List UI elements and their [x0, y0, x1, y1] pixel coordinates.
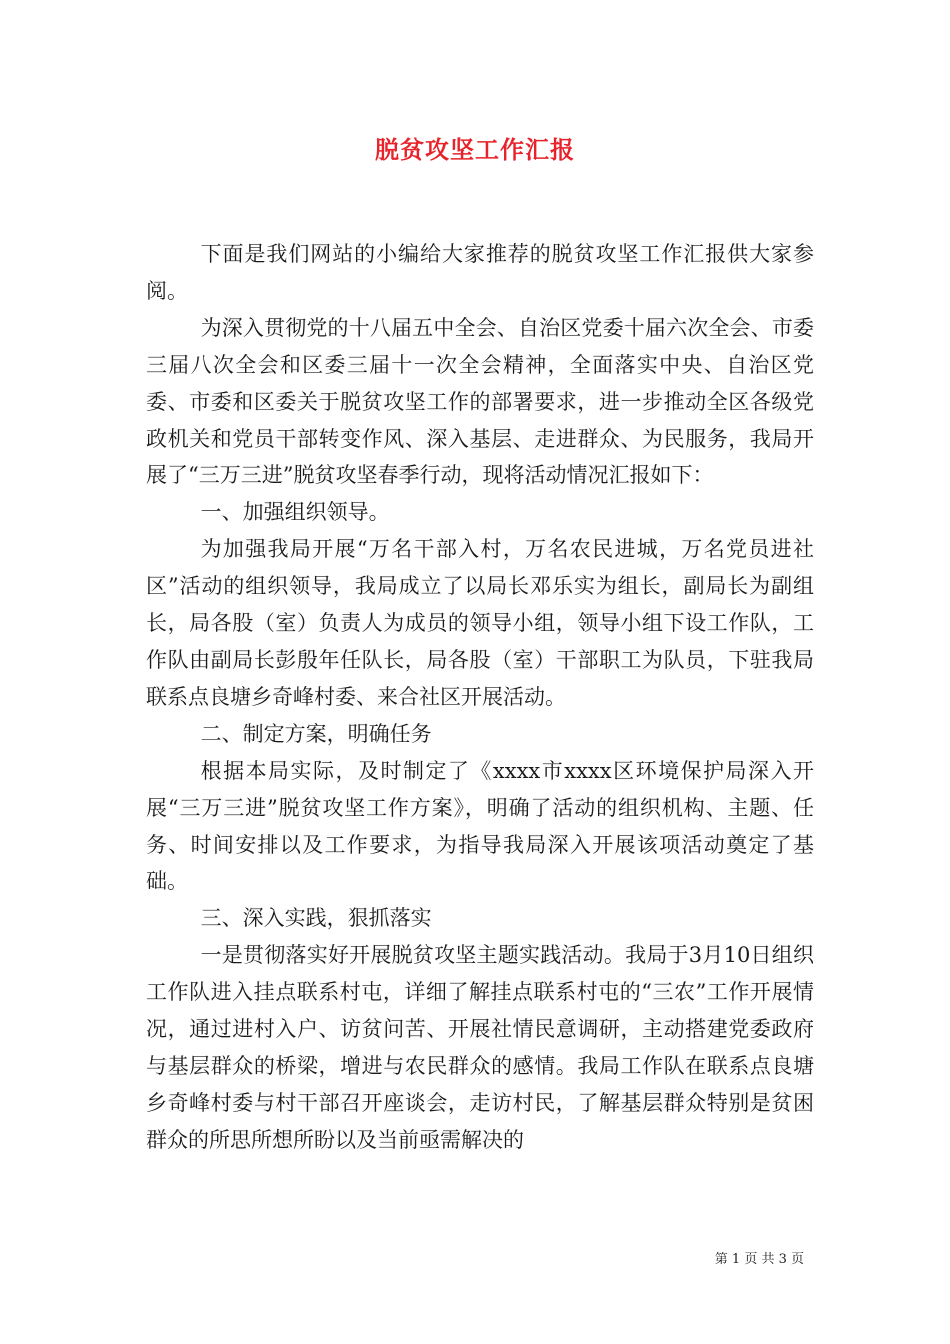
page-number: 第 1 页 共 3 页 — [714, 1252, 804, 1267]
section-heading-2: 二、制定方案，明确任务 — [200, 721, 432, 746]
paragraph-section-1: 为加强我局开展“万名干部入村，万名农民进城，万名党员进社区”活动的组织领导，我局成立了以局长邓乐实为组长，副局长为副组长，局各股（室）负责人为成员的领导小组，领导小组下设工作队，工作队由副局长彭殷年任队长，局各股（室）干部职工为队员，下驻我局联系点良塘乡奇峰村委、来合社区开展活动。 — [146, 537, 814, 709]
paragraph-section-2: 根据本局实际，及时制定了《xxxx市xxxx区环境保护局深入开展“三万三进”脱贫攻坚工作方案》，明确了活动的组织机构、主题、任务、时间安排以及工作要求，为指导我局深入开展该项活动奠定了基础。 — [146, 758, 814, 894]
document-title: 脱贫攻坚工作汇报 — [375, 136, 575, 164]
paragraph-intro: 下面是我们网站的小编给大家推荐的脱贫攻坚工作汇报供大家参阅。 — [146, 242, 814, 303]
section-heading-3: 三、深入实践，狠抓落实 — [200, 906, 432, 931]
paragraph-background: 为深入贯彻党的十八届五中全会、自治区党委十届六次全会、市委三届八次全会和区委三届十一次全会精神，全面落实中央、自治区党委、市委和区委关于脱贫攻坚工作的部署要求，进一步推动全区各级党政机关和党员干部转变作风、深入基层、走进群众、为民服务，我局开展了“三万三进”脱贫攻坚春季行动，现将活动情况汇报如下： — [146, 315, 814, 488]
section-heading-1: 一、加强组织领导。 — [200, 500, 390, 525]
paragraph-section-3: 一是贯彻落实好开展脱贫攻坚主题实践活动。我局于3月10日组织工作队进入挂点联系村屯，详细了解挂点联系村屯的“三农”工作开展情况，通过进村入户、访贫问苦、开展社情民意调研，主动搭建党委政府与基层群众的桥梁，增进与农民群众的感情。我局工作队在联系点良塘乡奇峰村委与村干部召开座谈会，走访村民，了解基层群众特别是贫困群众的所思所想所盼以及当前亟需解决的 — [146, 943, 814, 1152]
document-body — [146, 236, 814, 1159]
